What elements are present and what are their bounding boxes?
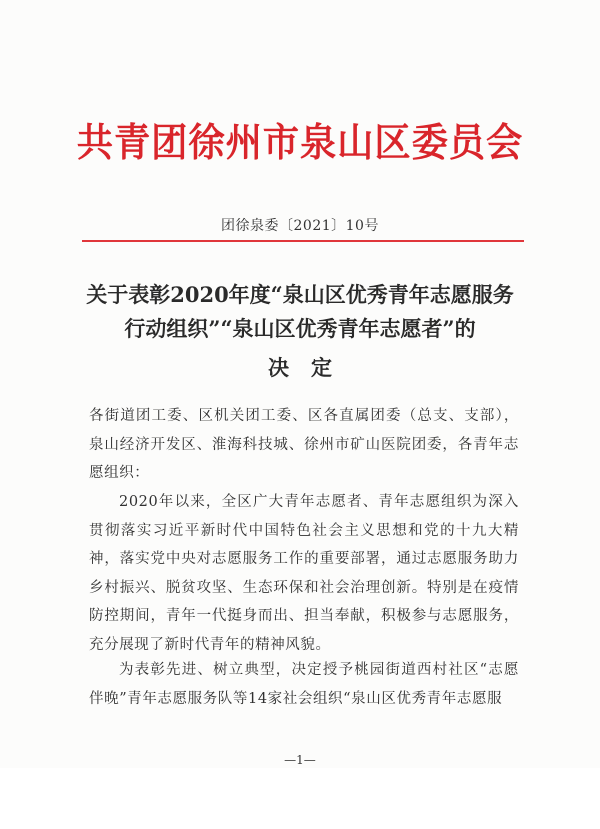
body-paragraph-1: 2020年以来，全区广大青年志愿者、青年志愿组织为深入贯彻落实习近平新时代中国特色社会主义思想和党的十九大精神，落实党中央对志愿服务工作的重要部署，通过志愿服务助力乡村振兴、脱贫攻坚、生态环保和社会治理创新。特别是在疫情防控期间，青年一代挺身而出、担当奉献，积极参与志愿服务，充分展现了新时代青年的精神风貌。 bbox=[89, 494, 519, 653]
subject-line-1: 关于表彰2020年度“泉山区优秀青年志愿服务 bbox=[86, 282, 514, 307]
page-number: —1— bbox=[284, 753, 316, 767]
document-number: 团徐泉委〔2021〕10号 bbox=[221, 218, 379, 234]
subject-line-2: 行动组织”“泉山区优秀青年志愿者”的 bbox=[124, 316, 476, 341]
document-subject bbox=[0, 278, 600, 346]
body-paragraph-2: 为表彰先进、树立典型，决定授予桃园街道西村社区“志愿伴晚”青年志愿服务队等14家社会组织“泉山区优秀青年志愿服 bbox=[89, 662, 519, 707]
page-bottom-margin bbox=[0, 768, 600, 829]
recipients-paragraph: 各街道团工委、区机关团工委、区各直属团委（总支、支部），泉山经济开发区、淮海科技城、徐州市矿山医院团委，各青年志愿组织： bbox=[89, 408, 519, 482]
issuer-header-title: 共青团徐州市泉山区委员会 bbox=[76, 120, 524, 166]
red-divider-rule bbox=[82, 240, 524, 242]
decision-heading: 决定 bbox=[268, 355, 354, 380]
